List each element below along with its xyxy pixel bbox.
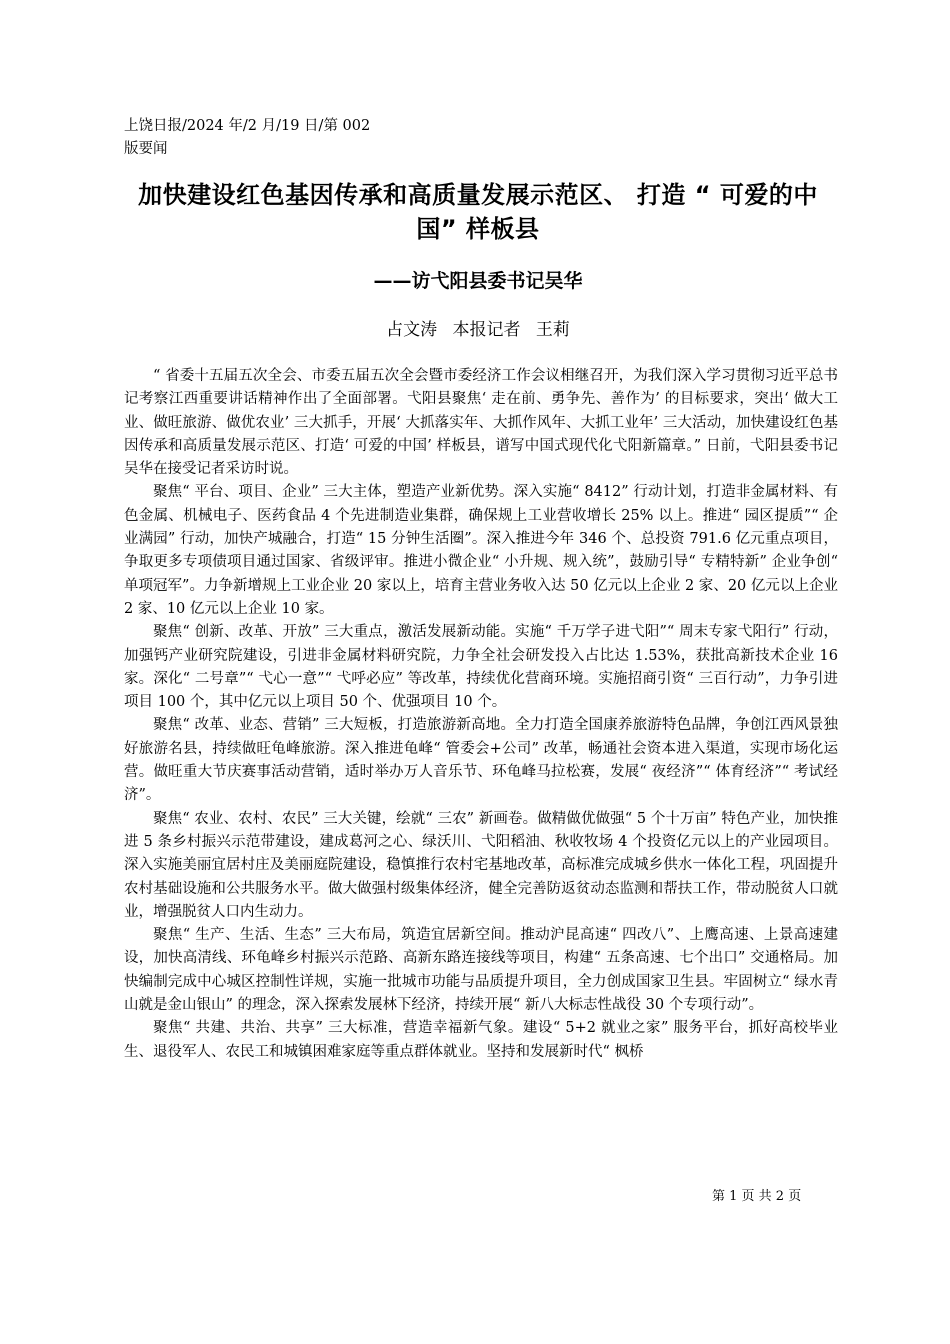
paragraph: 聚焦“ 生产、生活、生态” 三大布局，筑造宜居新空间。推动沪昆高速“ 四改八”、上鹰高速、上景高速建设，加快高清线、环龟峰乡村振兴示范路、高新东路连接线等项目，构建“ 五条高速、七个出口” 交通格局。加快编制完成中心城区控制性详规，实施一批城市功能与品质提升项目，全力创成国家卫生县。牢固树立“ 绿水青山就是金山银山” 的理念，深入探索发展林下经济，持续开展“ 新八大标志性战役 30 个专项行动”。 [124,927,838,1014]
paragraph: 聚焦“ 农业、农村、农民” 三大关键，绘就“ 三农” 新画卷。做精做优做强“ 5 个十万亩” 特色产业，加快推进 5 条乡村振兴示范带建设，建成葛河之心、绿沃川、弋阳稻油、秋收牧场 4 个投资亿元以上的产业园项目。深入实施美丽宜居村庄及美丽庭院建设，稳慎推行农村宅基地改革，高标准完成城乡供水一体化工程，巩固提升农村基础设施和公共服务水平。做大做强村级集体经济，健全完善防返贫动态监测和帮扶工作，带动脱贫人口就业，增强脱贫人口内生动力。 [124,810,838,920]
paragraph: 聚焦“ 共建、共治、共享” 三大标准，营造幸福新气象。建设“ 5+2 就业之家” 服务平台，抓好高校毕业生、退役军人、农民工和城镇困难家庭等重点群体就业。坚持和发展新时代“ 枫桥 [124,1020,838,1060]
article-title: 加快建设红色基因传承和高质量发展示范区、 打造 “ 可爱的中国” 样板县 [138,181,818,243]
section-label: 版要闻 [124,141,168,157]
source-line: 上饶日报/2024 年/2 月/19 日/第 002 [124,118,371,134]
article-byline: 占文涛 本报记者 王莉 [386,320,570,340]
article-body [124,365,838,1064]
source-block [124,115,370,161]
paragraph: “ 省委十五届五次全会、市委五届五次全会暨市委经济工作会议相继召开，为我们深入学习贯彻习近平总书记考察江西重要讲话精神作出了全面部署。弋阳县聚焦‘ 走在前、勇争先、善作为’ 的目标要求，突出‘ 做大工业、做旺旅游、做优农业’ 三大抓手，开展‘ 大抓落实年、大抓作风年、大抓工业年’ 三大活动，加快建设红色基因传承和高质量发展示范区、打造‘ 可爱的中国’ 样板县，谱写中国式现代化弋阳新篇章。” 日前，弋阳县委书记吴华在接受记者采访时说。 [124,368,838,478]
article-subtitle: ——访弋阳县委书记吴华 [373,270,583,292]
page-footer: 第 1 页 共 2 页 [712,1189,802,1204]
paragraph: 聚焦“ 平台、项目、企业” 三大主体，塑造产业新优势。深入实施“ 8412” 行动计划，打造非金属材料、有色金属、机械电子、医药食品 4 个先进制造业集群，确保规上工业营收增长 25% 以上。推进“ 园区提质”“ 企业满园” 行动，加快产城融合，打造“ 15 分钟生活圈”。深入推进今年 346 个、总投资 791.6 亿元重点项目，争取更多专项债项目通过国家、省级评审。推进小微企业“ 小升规、规入统”，鼓励引导“ 专精特新” 企业争创“ 单项冠军”。力争新增规上工业企业 20 家以上，培育主营业务收入达 50 亿元以上企业 2 家、20 亿元以上企业 2 家、10 亿元以上企业 10 家。 [124,484,838,617]
paragraph: 聚焦“ 改革、业态、营销” 三大短板，打造旅游新高地。全力打造全国康养旅游特色品牌，争创江西风景独好旅游名县，持续做旺龟峰旅游。深入推进龟峰“ 管委会+公司” 改革，畅通社会资本进入渠道，实现市场化运营。做旺重大节庆赛事活动营销，适时举办万人音乐节、环龟峰马拉松赛，发展“ 夜经济”“ 体育经济”“ 考试经济”。 [124,717,838,804]
paragraph: 聚焦“ 创新、改革、开放” 三大重点，激活发展新动能。实施“ 千万学子进弋阳”“ 周末专家弋阳行” 行动，加强钙产业研究院建设，引进非金属材料研究院，力争全社会研发投入占比达 1.53%，获批高新技术企业 16 家。深化“ 二号章”“ 弋心一意”“ 弋呼必应” 等改革，持续优化营商环境。实施招商引资“ 三百行动”，力争引进项目 100 个，其中亿元以上项目 50 个、优强项目 10 个。 [124,624,838,711]
